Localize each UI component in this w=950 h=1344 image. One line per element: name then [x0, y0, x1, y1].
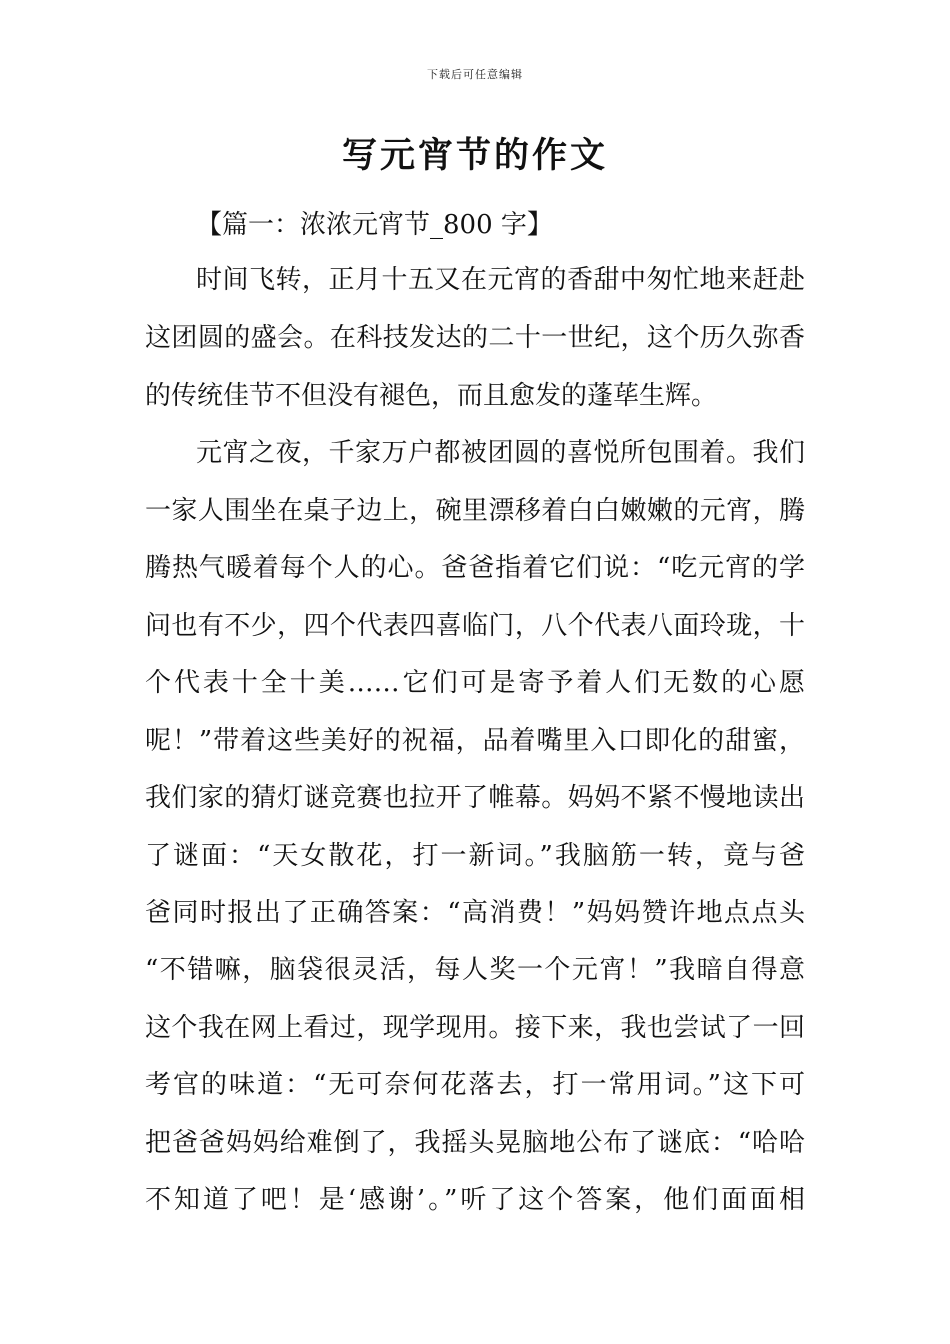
- header-note: 下载后可任意编辑: [427, 68, 523, 81]
- section-subtitle: 【篇一：浓浓元宵节_800 字】: [196, 210, 553, 240]
- paragraph-2-line-14: 不知道了吧！是‘感谢’。”听了这个答案，他们面面相: [145, 1185, 805, 1215]
- paragraph-2-line-1: 元宵之夜，千家万户都被团圆的喜悦所包围着。我们: [196, 438, 805, 468]
- paragraph-2-line-12: 考官的味道：“无可奈何花落去，打一常用词。”这下可: [145, 1070, 805, 1100]
- paragraph-1-line-2: 这团圆的盛会。在科技发达的二十一世纪，这个历久弥香: [145, 323, 805, 353]
- paragraph-2-line-2: 一家人围坐在桌子边上，碗里漂移着白白嫩嫩的元宵，腾: [145, 496, 805, 526]
- paragraph-2-line-13: 把爸爸妈妈给难倒了，我摇头晃脑地公布了谜底：“哈哈: [145, 1128, 805, 1158]
- paragraph-2-line-9: 爸同时报出了正确答案：“高消费！”妈妈赞许地点点头: [145, 898, 805, 928]
- paragraph-2-line-7: 我们家的猜灯谜竞赛也拉开了帷幕。妈妈不紧不慢地读出: [145, 783, 805, 813]
- paragraph-2-line-8: 了谜面：“天女散花，打一新词。”我脑筋一转，竟与爸: [145, 841, 805, 871]
- paragraph-2-line-5: 个代表十全十美……它们可是寄予着人们无数的心愿: [145, 668, 805, 698]
- paragraph-2-line-11: 这个我在网上看过，现学现用。接下来，我也尝试了一回: [145, 1013, 805, 1043]
- paragraph-2-line-4: 问也有不少，四个代表四喜临门，八个代表八面玲珑，十: [145, 611, 805, 641]
- paragraph-2-line-3: 腾热气暖着每个人的心。爸爸指着它们说：“吃元宵的学: [145, 553, 805, 583]
- paragraph-2-line-6: 呢！”带着这些美好的祝福，品着嘴里入口即化的甜蜜，: [145, 726, 805, 756]
- paragraph-1-line-1: 时间飞转，正月十五又在元宵的香甜中匆忙地来赶赴: [196, 265, 805, 295]
- document-title: 写元宵节的作文: [341, 136, 608, 176]
- paragraph-1-line-3: 的传统佳节不但没有褪色，而且愈发的蓬荜生辉。: [145, 381, 718, 411]
- paragraph-2-line-10: “不错嘛，脑袋很灵活，每人奖一个元宵！”我暗自得意: [145, 955, 805, 985]
